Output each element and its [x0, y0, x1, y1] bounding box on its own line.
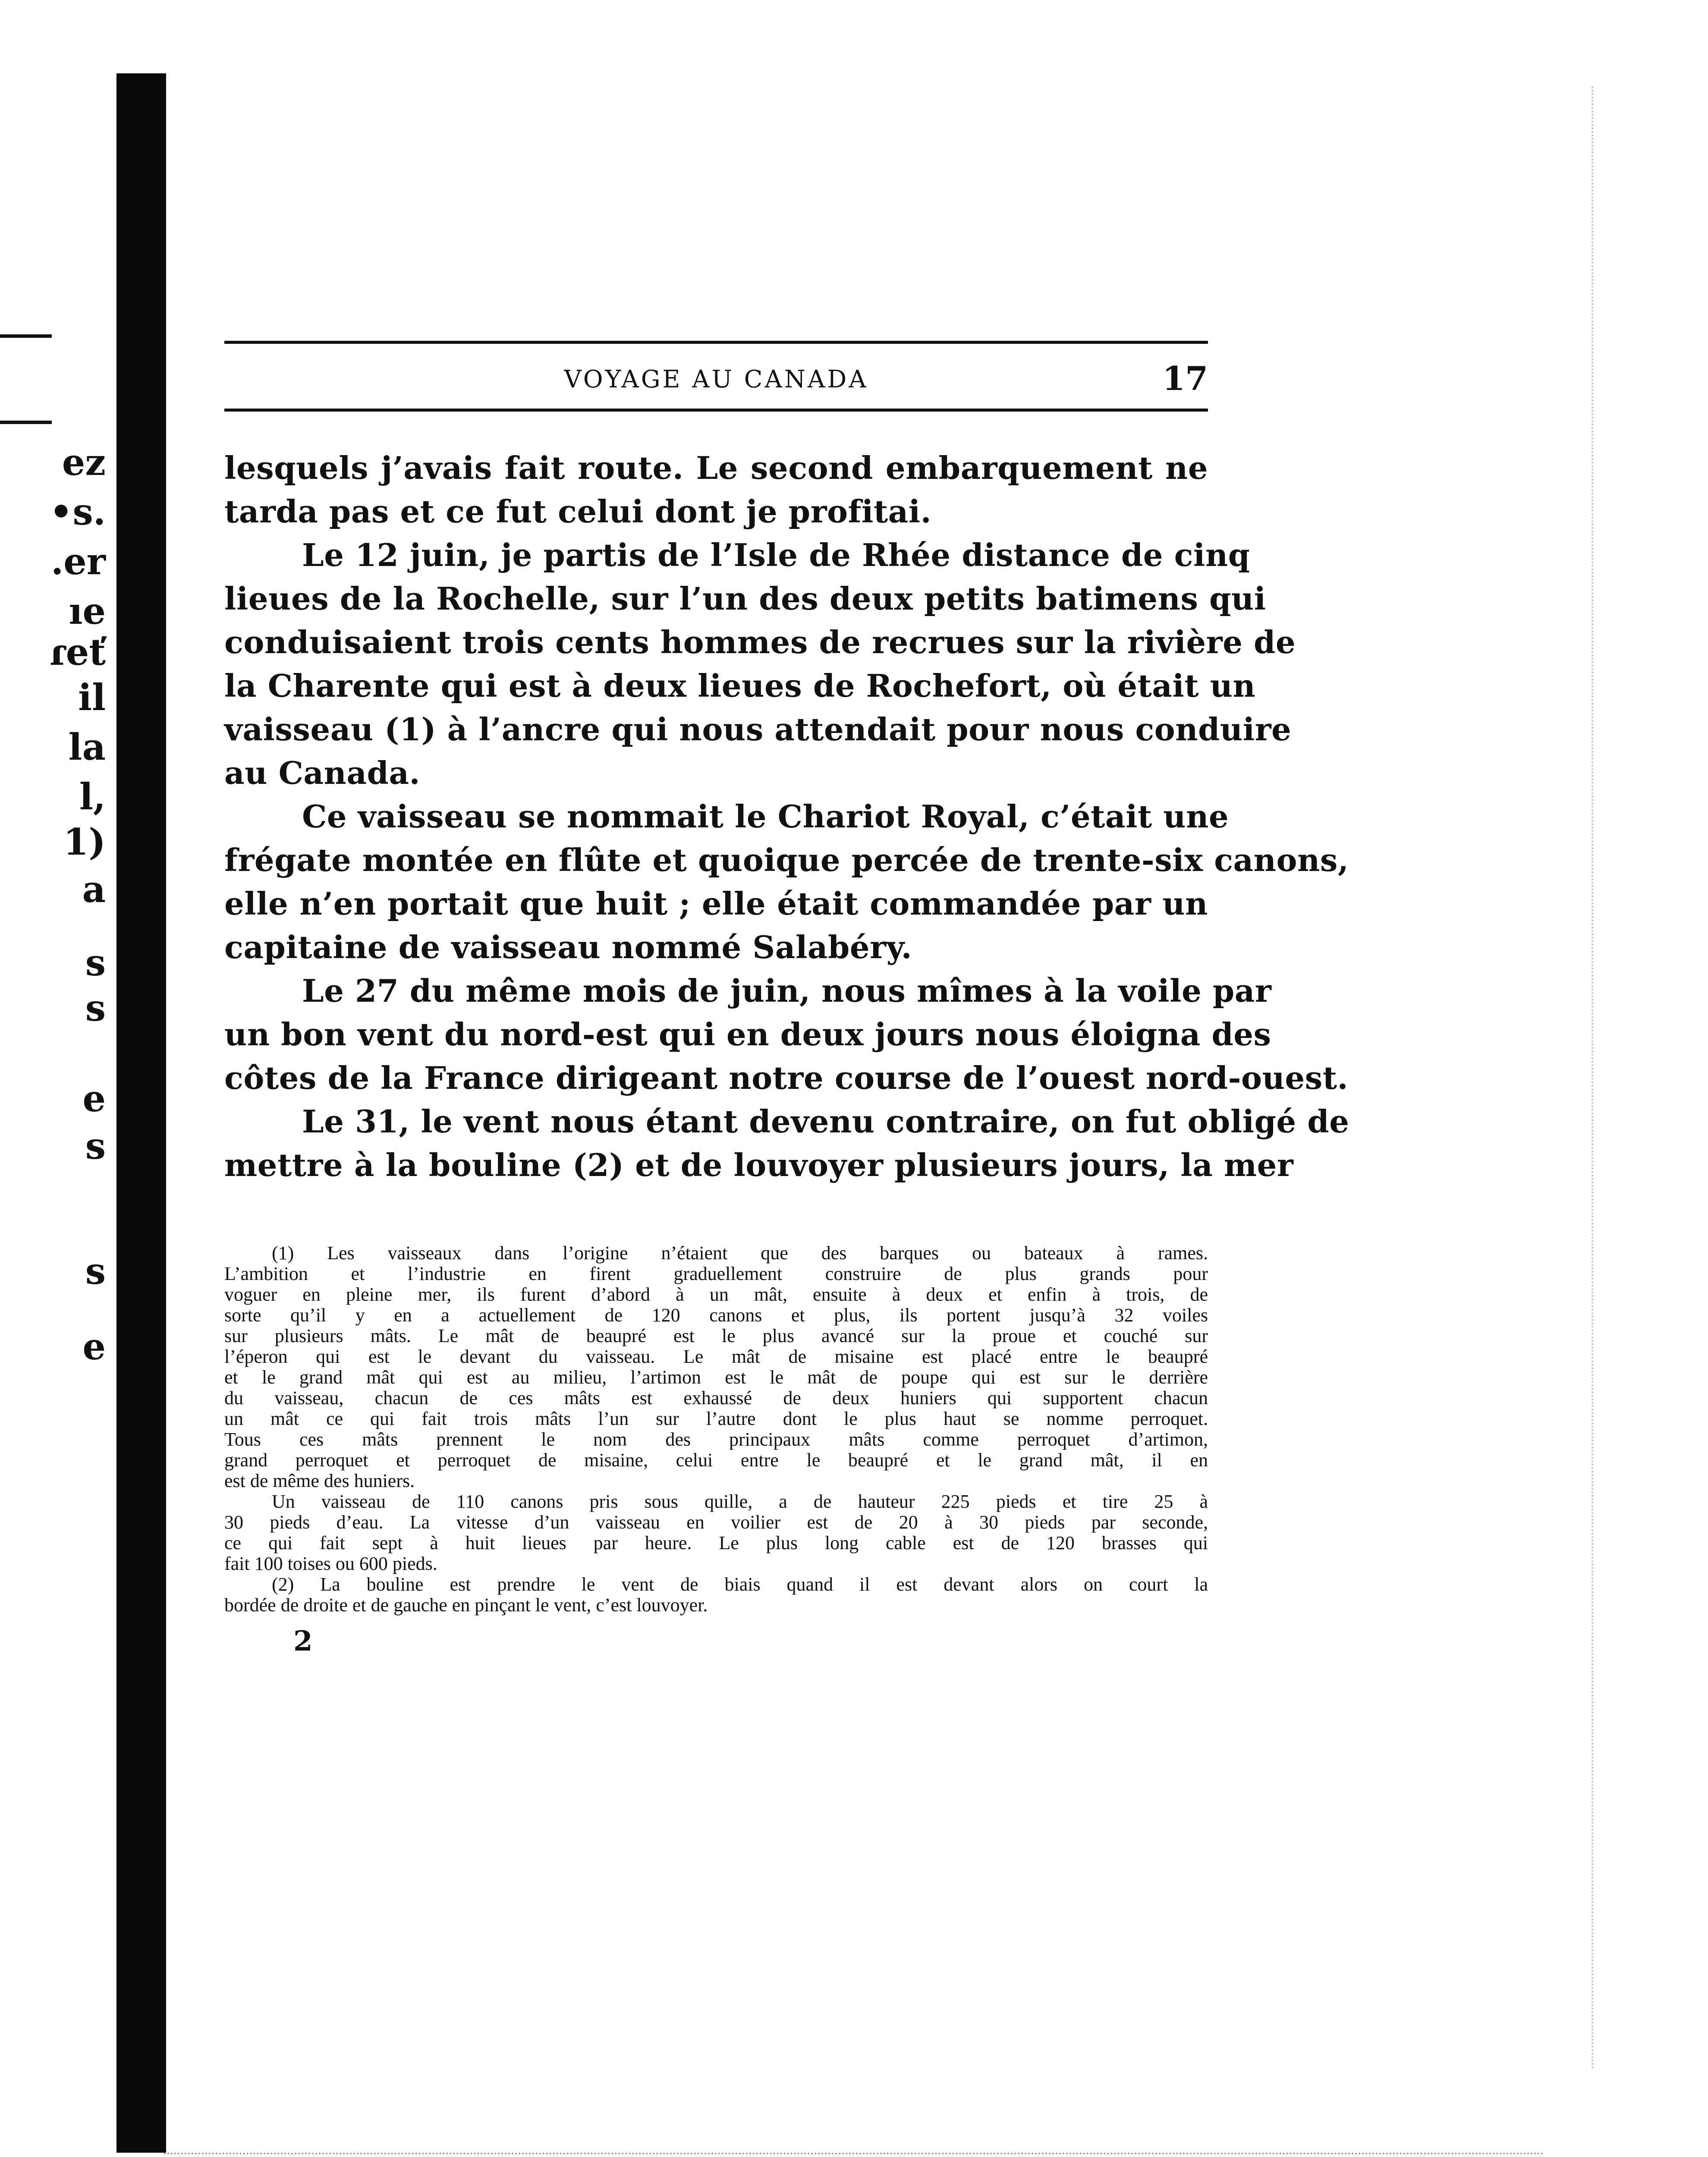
bleed-fragment: e: [82, 1077, 106, 1120]
bleed-fragment: s: [85, 1250, 106, 1292]
text-line: mettre à la bouline (2) et de louvoyer plusieurs jours, la mer: [224, 1147, 1294, 1183]
header-rule-bottom: [224, 409, 1208, 412]
text-line: Ce vaisseau se nommait le Chariot Royal, c’était une: [302, 798, 1229, 835]
footnote-line: Un vaisseau de 110 canons pris sous quille, a de hauteur 225 pieds et tire 25 à: [272, 1491, 1208, 1512]
bleed-fragment: ɾeť: [49, 631, 106, 673]
bleed-dash: [0, 334, 52, 338]
bleed-fragment: ıe: [69, 590, 106, 632]
text-line: Le 12 juin, je partis de l’Isle de Rhée distance de cinq: [302, 537, 1250, 573]
bleed-fragment: •s.: [49, 491, 106, 533]
footnote-line: sur plusieurs mâts. Le mât de beaupré est le plus avancé sur la proue et couché sur: [224, 1325, 1208, 1346]
page-number: 17: [1162, 359, 1208, 398]
footnote-line: L’ambition et l’industrie en firent graduellement construire de plus grands pour: [224, 1263, 1208, 1284]
text-line: lieues de la Rochelle, sur l’un des deux petits batimens qui: [224, 580, 1266, 617]
signature-mark: 2: [293, 1625, 313, 1657]
bleed-fragment: a: [82, 868, 106, 911]
text-line: côtes de la France dirigeant notre course de l’ouest nord-ouest.: [224, 1060, 1349, 1096]
running-head: [224, 344, 1208, 409]
text-line: Le 27 du même mois de juin, nous mîmes à la voile par: [302, 972, 1272, 1009]
footnote-line: ce qui fait sept à huit lieues par heure. Le plus long cable est de 120 brasses qui: [224, 1532, 1208, 1553]
running-title: VOYAGE AU CANADA: [564, 365, 868, 393]
footnote-line: Tous ces mâts prennent le nom des principaux mâts comme perroquet d’artimon,: [224, 1429, 1208, 1450]
bleed-fragment: la: [68, 726, 106, 768]
bleed-fragment: s: [85, 941, 106, 984]
bleed-fragment: ez: [62, 441, 106, 484]
text-line: vaisseau (1) à l’ancre qui nous attendait pour nous conduire: [224, 711, 1292, 748]
text-line: tarda pas et ce fut celui dont je profitai.: [224, 493, 932, 530]
footnote-line: voguer en pleine mer, ils furent d’abord à un mât, ensuite à deux et enfin à trois, de: [224, 1284, 1208, 1305]
text-line: au Canada.: [224, 755, 421, 791]
footnote-line: bordée de droite et de gauche en pinçant le vent, c’est louvoyer.: [224, 1594, 708, 1616]
footnote-line: (2) La bouline est prendre le vent de biais quand il est devant alors on court la: [272, 1574, 1208, 1595]
footnote-line: fait 100 toises ou 600 pieds.: [224, 1553, 437, 1574]
footnote-line: est de même des huniers.: [224, 1470, 415, 1491]
text-line: lesquels j’avais fait route. Le second embarquement ne: [224, 450, 1208, 486]
bleed-fragment: 1): [63, 821, 106, 863]
bleed-fragment: e: [82, 1325, 106, 1368]
footnote-line: sorte qu’il y en a actuellement de 120 canons et plus, ils portent jusqu’à 32 voiles: [224, 1305, 1208, 1326]
footnote-line: grand perroquet et perroquet de misaine, celui entre le beaupré et le grand mât, il en: [224, 1450, 1208, 1471]
book-page: [224, 341, 1349, 1657]
text-line: elle n’en portait que huit ; elle était commandée par un: [224, 885, 1208, 922]
footnotes: [224, 1243, 1208, 1616]
body-text: [224, 446, 1349, 1187]
page-edge: [1592, 86, 1596, 2071]
bleed-fragment: s: [85, 987, 106, 1029]
text-line: frégate montée en flûte et quoique percée de trente-six canons,: [224, 842, 1349, 878]
header-rule-top: [224, 341, 1208, 344]
text-line: capitaine de vaisseau nommé Salabéry.: [224, 929, 912, 965]
footnote-line: du vaisseau, chacun de ces mâts est exhaussé de deux huniers qui supportent chacun: [224, 1387, 1208, 1409]
text-line: conduisaient trois cents hommes de recrues sur la rivière de: [224, 624, 1296, 660]
footnote-line: (1) Les vaisseaux dans l’origine n’étaient que des barques ou bateaux à rames.: [272, 1242, 1208, 1264]
text-line: la Charente qui est à deux lieues de Rochefort, où était un: [224, 667, 1256, 704]
text-line: un bon vent du nord-est qui en deux jours nous éloigna des: [224, 1016, 1271, 1053]
bleed-fragment: il: [78, 676, 106, 719]
bleed-dash: [0, 421, 52, 424]
footnote-line: et le grand mât qui est au milieu, l’artimon est le mât de poupe qui est sur le derrière: [224, 1367, 1208, 1388]
book-binding-shadow: [116, 73, 166, 2153]
text-line: Le 31, le vent nous étant devenu contraire, on fut obligé de: [302, 1103, 1349, 1140]
scan-noise: [164, 2153, 1544, 2157]
bleed-fragment: s: [85, 1125, 106, 1167]
bleed-fragment: .er: [51, 540, 106, 583]
footnote-line: l’éperon qui est le devant du vaisseau. Le mât de misaine est placé entre le beaupré: [224, 1346, 1208, 1367]
footnote-line: 30 pieds d’eau. La vitesse d’un vaisseau en voilier est de 20 à 30 pieds par seconde,: [224, 1512, 1208, 1533]
facing-page-bleed: [0, 441, 114, 1523]
footnote-line: un mât ce qui fait trois mâts l’un sur l’autre dont le plus haut se nomme perroquet.: [224, 1408, 1208, 1429]
bleed-fragment: l,: [79, 775, 106, 818]
